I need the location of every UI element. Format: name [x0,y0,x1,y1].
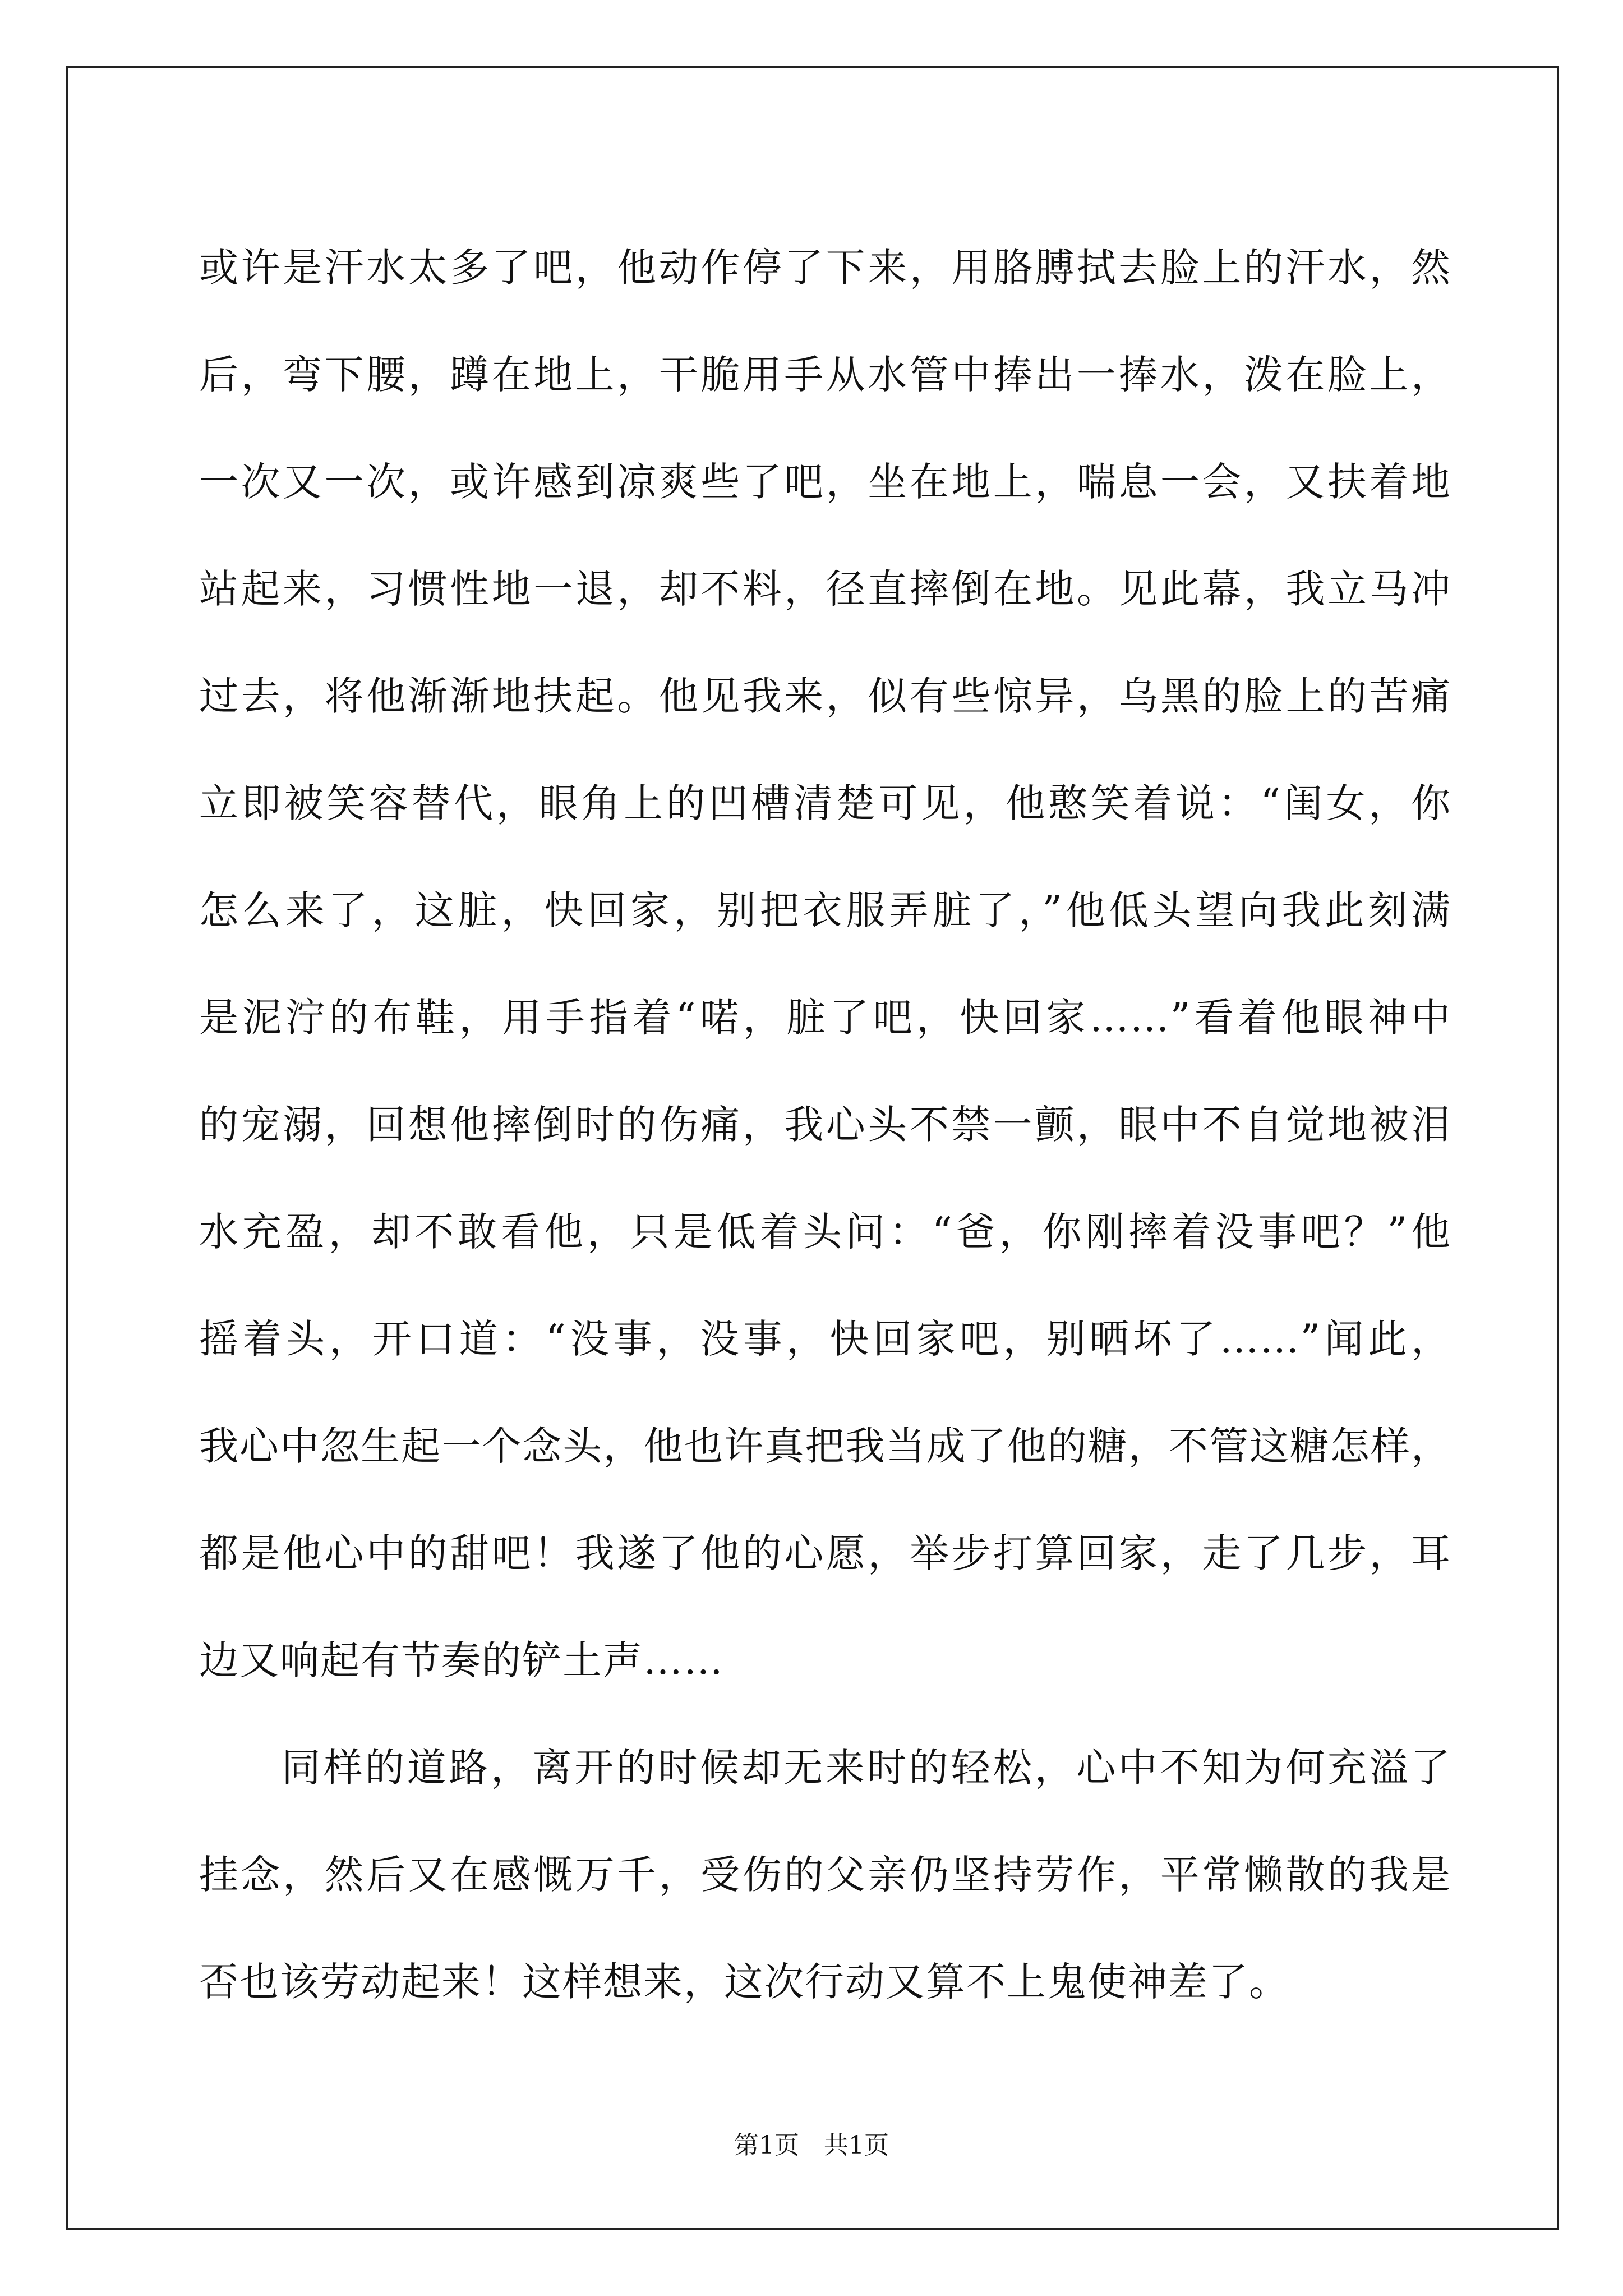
text-line: 后，弯下腰，蹲在地上，干脆用手从水管中捧出一捧水，泼在脸上， [199,352,1451,398]
text-line: 否也该劳动起来！这样想来，这次行动又算不上鬼使神差了。 [199,1959,1289,2005]
text-line: 怎么来了，这脏，快回家，别把衣服弄脏了，”他低头望向我此刻满 [199,887,1451,933]
text-line: 是泥泞的布鞋，用手指着“喏，脏了吧，快回家……”看着他眼神中 [199,995,1451,1041]
text-line: 一次又一次，或许感到凉爽些了吧，坐在地上，喘息一会，又扶着地 [199,459,1451,505]
paragraph-1 [199,214,1451,1714]
text-line: 挂念，然后又在感慨万千，受伤的父亲仍坚持劳作，平常懒散的我是 [199,1852,1451,1898]
text-line: 我心中忽生起一个念头，他也许真把我当成了他的糖，不管这糖怎样， [199,1423,1451,1469]
text-line: 立即被笑容替代，眼角上的凹槽清楚可见，他憨笑着说：“闺女，你 [199,780,1451,826]
text-line: 站起来，习惯性地一退，却不料，径直摔倒在地。见此幕，我立马冲 [199,566,1451,612]
text-line: 都是他心中的甜吧！我遂了他的心愿，举步打算回家，走了几步，耳 [199,1530,1451,1576]
text-line: 过去，将他渐渐地扶起。他见我来，似有些惊异，乌黑的脸上的苦痛 [199,673,1451,719]
text-line: 边又响起有节奏的铲土声…… [199,1637,724,1683]
text-line: 水充盈，却不敢看他，只是低着头问：“爸，你刚摔着没事吧？”他 [199,1209,1451,1255]
document-body [199,214,1451,2036]
text-line: 或许是汗水太多了吧，他动作停了下来，用胳膊拭去脸上的汗水，然 [199,245,1451,291]
page-number: 第1页 共1页 [734,2131,889,2160]
paragraph-2 [199,1714,1451,2036]
text-line: 摇着头，开口道：“没事，没事，快回家吧，别晒坏了……”闻此， [199,1316,1451,1362]
text-line: 同样的道路，离开的时候却无来时的轻松，心中不知为何充溢了 [282,1745,1451,1791]
text-line: 的宠溺，回想他摔倒时的伤痛，我心头不禁一颤，眼中不自觉地被泪 [199,1102,1451,1148]
